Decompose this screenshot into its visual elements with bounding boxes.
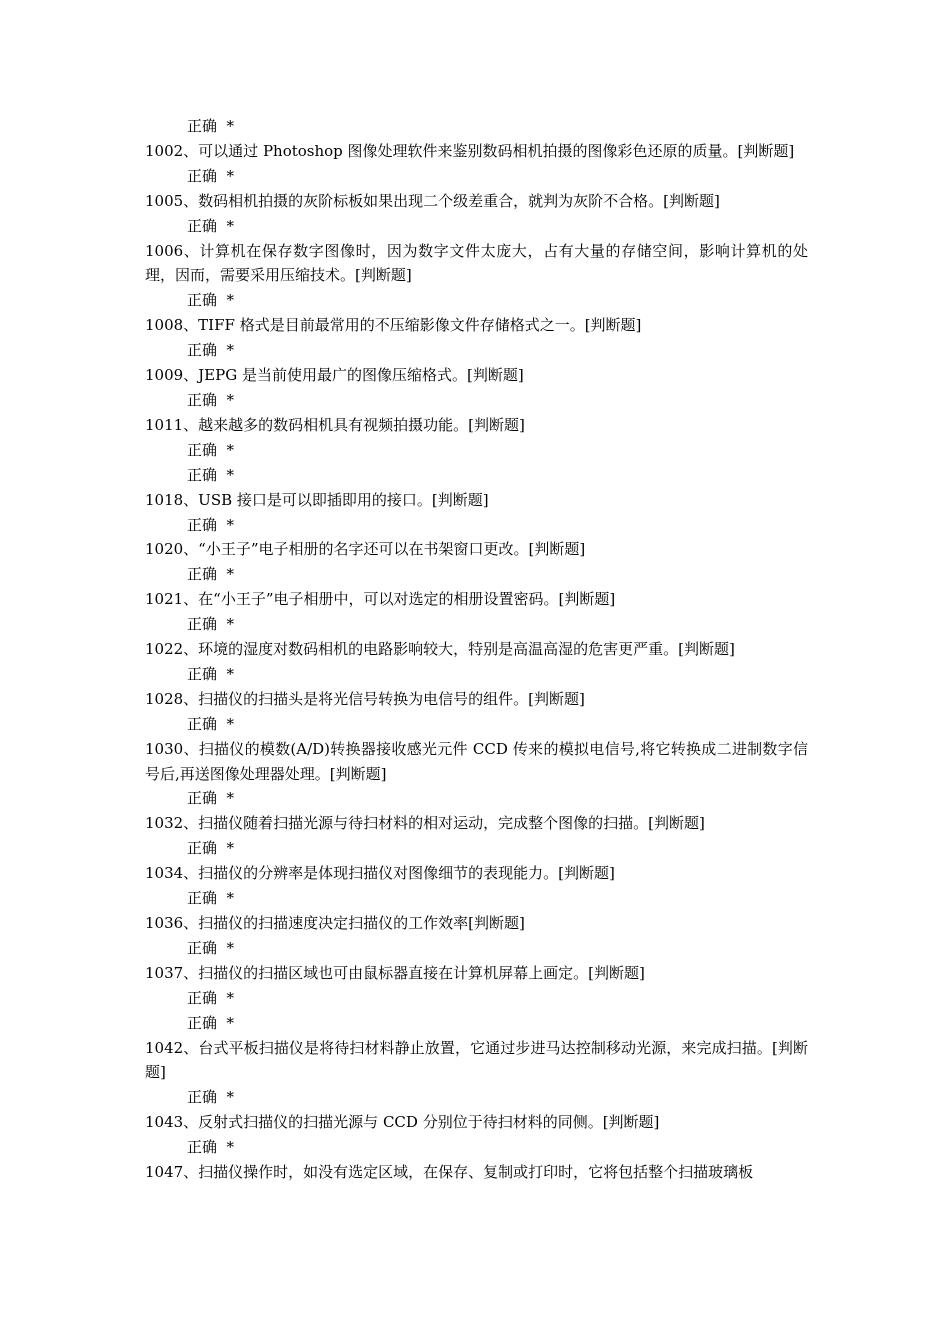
answer-text: 正确 * [187, 1013, 235, 1032]
question-text: 1002、可以通过 Photoshop 图像处理软件来鉴别数码相机拍摄的图像彩色还原的质量。[判断题] [145, 141, 795, 160]
question-text: 1034、扫描仪的分辨率是体现扫描仪对图像细节的表现能力。[判断题] [145, 864, 615, 883]
question-text: 1028、扫描仪的扫描头是将光信号转换为电信号的组件。[判断题] [145, 689, 585, 708]
question-text: 1030、扫描仪的模数(A/D)转换器接收感光元件 CCD 传来的模拟电信号,将它转换成二进制数字信号后,再送图像处理器处理。[判断题] [145, 739, 808, 783]
question-text: 1011、越来越多的数码相机具有视频拍摄功能。[判断题] [145, 415, 525, 434]
answer-text: 正确 * [187, 216, 235, 235]
answer-text: 正确 * [187, 664, 235, 683]
question-text: 1005、数码相机拍摄的灰阶标板如果出现二个级差重合，就判为灰阶不合格。[判断题] [145, 191, 720, 210]
question-text: 1037、扫描仪的扫描区域也可由鼠标器直接在计算机屏幕上画定。[判断题] [145, 963, 645, 982]
question-text: 1047、扫描仪操作时，如没有选定区域，在保存、复制或打印时，它将包括整个扫描玻璃板 [145, 1163, 754, 1182]
answer-text: 正确 * [187, 440, 235, 459]
answer-text: 正确 * [187, 117, 235, 135]
answer-text: 正确 * [187, 465, 235, 484]
answer-text: 正确 * [187, 988, 235, 1007]
question-text: 1018、USB 接口是可以即插即用的接口。[判断题] [145, 490, 489, 509]
question-text: 1042、台式平板扫描仪是将待扫材料静止放置，它通过步进马达控制移动光源，来完成扫描。[判断题] [145, 1038, 808, 1082]
answer-text: 正确 * [187, 166, 235, 185]
question-text: 1021、在“小王子”电子相册中，可以对选定的相册设置密码。[判断题] [145, 590, 616, 609]
answer-text: 正确 * [187, 938, 235, 957]
answer-text: 正确 * [187, 714, 235, 733]
question-text: 1036、扫描仪的扫描速度决定扫描仪的工作效率[判断题] [145, 914, 525, 932]
question-text: 1020、“小王子”电子相册的名字还可以在书架窗口更改。[判断题] [145, 540, 586, 559]
document-page [145, 114, 808, 1185]
answer-text: 正确 * [187, 1138, 235, 1157]
question-text: 1006、计算机在保存数字图像时，因为数字文件太庞大，占有大量的存储空间，影响计算机的处理，因而，需要采用压缩技术。[判断题] [145, 241, 808, 285]
answer-text: 正确 * [187, 291, 235, 310]
question-text: 1009、JEPG 是当前使用最广的图像压缩格式。[判断题] [145, 366, 524, 385]
answer-text: 正确 * [187, 615, 235, 634]
answer-text: 正确 * [187, 341, 235, 360]
question-text: 1032、扫描仪随着扫描光源与待扫材料的相对运动，完成整个图像的扫描。[判断题] [145, 814, 705, 833]
question-text: 1022、环境的湿度对数码相机的电路影响较大，特别是高温高湿的危害更严重。[判断题] [145, 640, 735, 659]
answer-text: 正确 * [187, 390, 235, 409]
answer-text: 正确 * [187, 839, 235, 858]
answer-text: 正确 * [187, 515, 235, 534]
question-text: 1043、反射式扫描仪的扫描光源与 CCD 分别位于待扫材料的同侧。[判断题] [145, 1113, 660, 1132]
answer-text: 正确 * [187, 789, 235, 808]
answer-text: 正确 * [187, 889, 235, 908]
answer-text: 正确 * [187, 1088, 235, 1107]
answer-text: 正确 * [187, 565, 235, 584]
question-text: 1008、TIFF 格式是目前最常用的不压缩影像文件存储格式之一。[判断题] [145, 316, 642, 335]
